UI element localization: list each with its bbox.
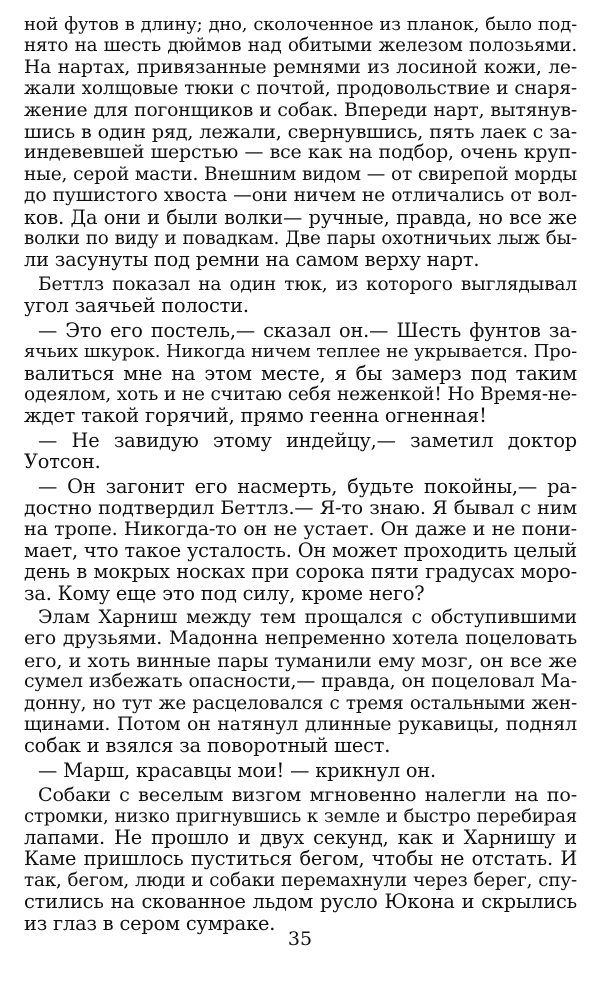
text-line: Элам Харниш между тем прощался с обступившими <box>38 605 577 628</box>
text-line: из глаз в сером сумраке. <box>24 911 276 935</box>
text-line: ков. Да они и были волки— ручные, правда, но все же <box>24 205 577 229</box>
text-line: Беттлз показал на один тюк, из которого выглядывал <box>38 273 577 295</box>
text-line: его друзьями. Мадонна непременно хотела поцеловать <box>24 627 577 650</box>
paragraph <box>24 760 577 781</box>
text-line: до пушистого хвоста —они ничем не отличались от вол- <box>24 185 577 207</box>
text-line: собак и взялся за поворотный шест. <box>24 734 391 758</box>
text-line: лапами. Не прошло и двух секунд, как и Харнишу и <box>24 826 577 850</box>
paragraph <box>24 476 577 604</box>
text-line: Каме пришлось пуститься бегом, чтобы не отстать. И <box>24 847 577 871</box>
text-line: на тропе. Никогда-то он не устает. Он даже и не пони- <box>24 517 577 541</box>
paragraph <box>24 607 577 757</box>
text-line: ждет такой горячий, прямо геенна огненная! <box>24 404 487 428</box>
text-line: — Он загонит его насмерть, будьте покойны,— ра- <box>38 474 577 498</box>
page-number: 35 <box>287 928 313 950</box>
text-line: стились на скованное льдом русло Юкона и скрылись <box>24 890 577 914</box>
text-line: жали холщовые тюки с почтой, продовольствие и снаря- <box>24 78 577 100</box>
text-line: — Это его постель,— сказал он.— Шесть фунтов за- <box>38 318 577 342</box>
text-line: его, и хоть винные пары туманили ему мозг, он все же <box>24 648 577 672</box>
text-line: нято на шесть дюймов над обитыми железом полозьями. <box>24 35 577 57</box>
text-line: жение для погонщиков и собак. Впереди нарт, вытянув- <box>24 99 577 121</box>
book-page-text <box>24 14 577 934</box>
text-line: угол заячьей полости. <box>24 294 249 318</box>
paragraph <box>24 274 577 317</box>
paragraph <box>24 430 577 473</box>
text-line: — Марш, красавцы мои! — крикнул он. <box>38 758 437 782</box>
text-line: за. Кому еще это под силу, кроме него? <box>24 581 425 605</box>
text-line: донну, но тут же расцеловался с тремя остальными жен- <box>24 692 577 714</box>
text-line: Собаки с веселым визгом мгновенно налегли на по- <box>38 783 577 807</box>
text-line: — Не завидую этому индейцу,— заметил доктор <box>38 428 577 452</box>
text-line: так, бегом, люди и собаки перемахнули через берег, спу- <box>24 869 577 891</box>
text-line: сумел избежать опасности,— правда, он поцеловал Ма- <box>24 670 577 693</box>
text-line: мает, что такое усталость. Он может проходить целый <box>24 538 577 562</box>
text-line: Уотсон. <box>24 450 101 474</box>
text-line: ячьих шкурок. Никогда ничем теплее не укрывается. Про- <box>24 341 577 363</box>
text-line: шись в один ряд, лежали, свернувшись, пять лаек с за- <box>24 120 577 144</box>
text-line: достно подтвердил Беттлз.— Я-то знаю. Я бывал с ним <box>24 495 577 519</box>
text-line: стромки, низко пригнувшись к земле и быстро перебирая <box>24 805 577 827</box>
text-line: одеялом, хоть и не считаю себя неженкой! Но Время-не- <box>24 383 577 405</box>
text-line: ные, серой масти. Внешним видом — от свирепой морды <box>24 163 577 185</box>
text-line: волки по виду и повадкам. Две пары охотничьих лыж бы- <box>24 228 577 250</box>
text-line: щинами. Потом он натянул длинные рукавицы, поднял <box>24 713 577 735</box>
text-line: На нартах, привязанные ремнями из лосиной кожи, ле- <box>24 56 577 78</box>
text-line: индевевшей шерстью — все как на подбор, очень круп- <box>24 141 577 164</box>
paragraph <box>24 14 577 271</box>
paragraph <box>24 784 577 934</box>
text-line: ной футов в длину; дно, сколоченное из планок, было под- <box>24 14 577 35</box>
paragraph <box>24 320 577 427</box>
text-line: день в мокрых носках при сорока пяти градусах моро- <box>24 560 577 584</box>
text-line: валиться мне на этом месте, я бы замерз под таким <box>24 361 577 385</box>
text-line: ли засунуты под ремни на самом верху нарт. <box>24 248 480 272</box>
